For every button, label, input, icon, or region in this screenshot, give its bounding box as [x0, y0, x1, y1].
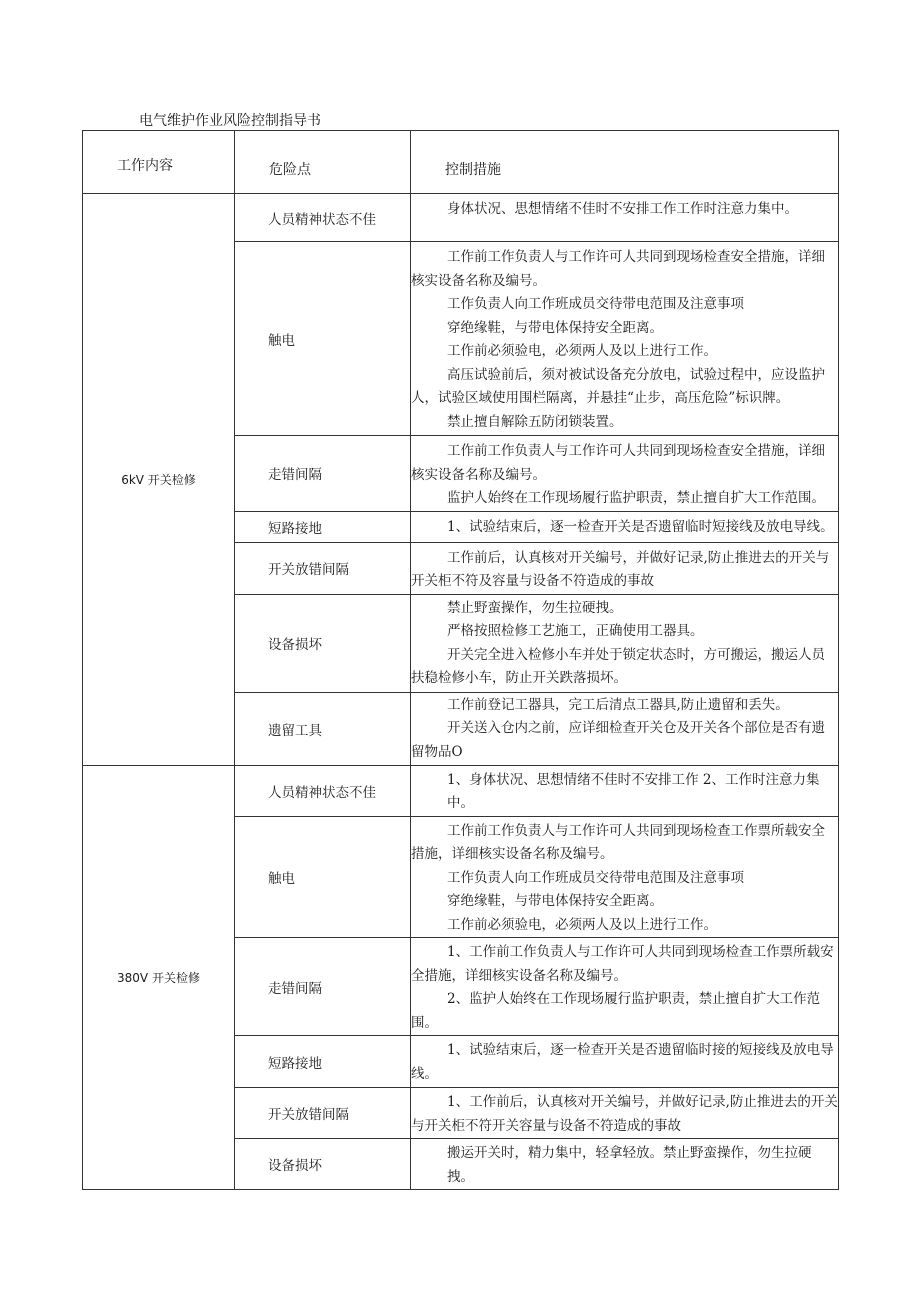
measure-cell [411, 194, 839, 242]
header-measure: 控制措施 [411, 131, 839, 194]
hazard-cell: 触电 [235, 242, 411, 436]
measure-cell [411, 1036, 839, 1088]
hazard-cell: 遗留工具 [235, 692, 411, 765]
table-row [83, 194, 839, 242]
measure-item: 工作前必须验电，必须两人及以上进行工作。 [447, 916, 717, 933]
hazard-cell: 短路接地 [235, 1036, 411, 1088]
measure-cell [411, 542, 839, 594]
hazard-cell: 触电 [235, 816, 411, 938]
hazard-cell: 人员精神状态不佳 [235, 765, 411, 816]
measure-item: 1、试验结束后，逐一检查开关是否遗留临时接的短接线及放电导线。 [411, 1042, 834, 1082]
measure-cell [411, 594, 839, 692]
measure-cell [411, 1139, 839, 1190]
task-cell: 6kV 开关检修 [83, 194, 235, 766]
hazard-cell: 设备损坏 [235, 594, 411, 692]
measure-item: 穿绝缘鞋，与带电体保持安全距离。 [447, 893, 663, 909]
table-row [83, 765, 839, 816]
measure-item: 工作前工作负责人与工作许可人共同到现场检查安全措施，详细核实设备名称及编号。 [411, 249, 825, 289]
measure-item: 开关送入仓内之前，应详细检查开关仓及开关各个部位是否有遗留物品O [411, 720, 825, 760]
measure-item: 工作前登记工器具，完工后清点工器具,防止遗留和丢失。 [447, 696, 789, 713]
hazard-cell: 短路接地 [235, 511, 411, 542]
header-hazard: 危险点 [235, 131, 411, 194]
measure-item: 开关完全进入检修小车并处于锁定状态时，方可搬运，搬运人员扶稳检修小车，防止开关跌落损坏。 [411, 646, 825, 686]
measure-item: 禁止野蛮操作，勿生拉硬拽。 [447, 599, 623, 616]
measure-cell [411, 242, 839, 436]
measure-item: 穿绝缘鞋，与带电体保持安全距离。 [447, 319, 663, 336]
measure-item: 身体状况、思想情绪不佳时不安排工作工作时注意力集中。 [447, 201, 798, 217]
risk-control-table [82, 130, 839, 1190]
measure-item: 工作前后，认真核对开关编号，并做好记录,防止推进去的开关与开关柜不符及容量与设备不符造成的事故 [411, 549, 830, 589]
measure-cell [411, 436, 839, 512]
table-header-row [83, 131, 839, 194]
hazard-cell: 走错间隔 [235, 436, 411, 512]
measure-cell [411, 511, 839, 542]
measure-item: 1、工作前后，认真核对开关编号，并做好记录,防止推进去的开关与开关柜不符开关容量与设备不符造成的事故 [411, 1094, 838, 1134]
hazard-cell: 设备损坏 [235, 1139, 411, 1190]
header-task: 工作内容 [83, 131, 235, 194]
hazard-cell: 走错间隔 [235, 938, 411, 1036]
measure-item: 严格按照检修工艺施工，正确使用工器具。 [447, 623, 704, 639]
document-title: 电气维护作业风险控制指导书 [139, 113, 321, 129]
measure-item: 工作负责人向工作班成员交待带电范围及注意事项 [447, 869, 744, 886]
measure-item: 高压试验前后，须对被试设备充分放电，试验过程中，应设监护人，试验区域使用围栏隔离，并悬挂“止步，高压危险”标识牌。 [411, 366, 825, 406]
measure-item: 监护人始终在工作现场履行监护职责，禁止擅自扩大工作范围。 [447, 490, 825, 506]
hazard-cell: 开关放错间隔 [235, 542, 411, 594]
measure-item: 1、试验结束后，逐一检查开关是否遗留临时短接线及放电导线。 [447, 518, 834, 535]
measure-cell [411, 692, 839, 765]
measure-cell [411, 765, 839, 816]
measure-item: 工作前必须验电，必须两人及以上进行工作。 [447, 343, 717, 359]
measure-cell [411, 1088, 839, 1139]
measure-item: 工作前工作负责人与工作许可人共同到现场检查安全措施，详细核实设备名称及编号。 [411, 443, 825, 483]
measure-item: 1、身体状况、思想情绪不佳时不安排工作 2、工作时注意力集中。 [447, 771, 820, 811]
hazard-cell: 人员精神状态不佳 [235, 194, 411, 242]
measure-item: 1、工作前工作负责人与工作许可人共同到现场检查工作票所载安全措施，详细核实设备名称及编号。 [411, 944, 834, 984]
hazard-cell: 开关放错间隔 [235, 1088, 411, 1139]
measure-item: 禁止擅自解除五防闭锁装置。 [447, 413, 623, 430]
task-cell: 380V 开关检修 [83, 765, 235, 1190]
measure-item: 2、监护人始终在工作现场履行监护职责，禁止擅自扩大工作范围。 [411, 991, 821, 1031]
measure-cell [411, 938, 839, 1036]
measure-item: 工作负责人向工作班成员交待带电范围及注意事项 [447, 296, 744, 312]
measure-item: 搬运开关时，精力集中，轻拿轻放。禁止野蛮操作，勿生拉硬拽。 [447, 1145, 812, 1185]
measure-item: 工作前工作负责人与工作许可人共同到现场检查工作票所载安全措施，详细核实设备名称及编号。 [411, 822, 825, 862]
measure-cell [411, 816, 839, 938]
